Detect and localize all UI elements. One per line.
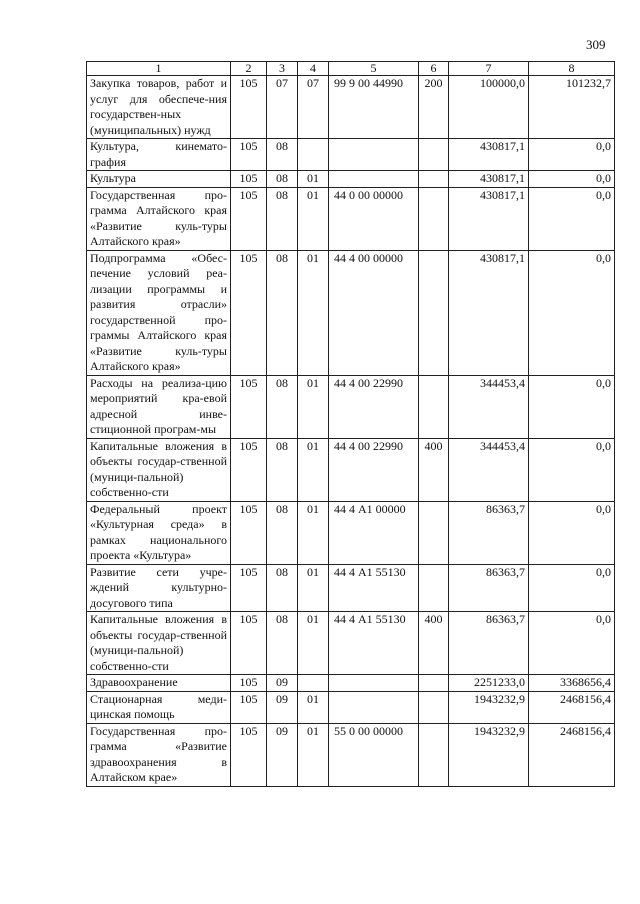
cell-col8: 2468156,4: [529, 723, 615, 786]
cell-col3: 08: [267, 139, 298, 171]
cell-col7: 86363,7: [449, 612, 529, 675]
page-number: 309: [586, 37, 606, 52]
row-name: Культура: [87, 171, 231, 188]
cell-col3: 08: [267, 250, 298, 375]
cell-col6: [419, 250, 449, 375]
cell-col2: 105: [231, 691, 267, 723]
cell-col3: 08: [267, 375, 298, 438]
cell-col4: [298, 675, 329, 692]
table-row: [87, 675, 615, 692]
cell-col5: 44 4 00 00000: [329, 250, 419, 375]
header-cell: 1: [87, 62, 231, 76]
row-name: Капитальные вложения в объекты государ-ственной (муници-пальной) собственно-сти: [87, 612, 231, 675]
table-row: [87, 691, 615, 723]
table-row: [87, 723, 615, 786]
header-cell: 2: [231, 62, 267, 76]
cell-col5: 55 0 00 00000: [329, 723, 419, 786]
row-name: Государственная про-грамма Алтайского края «Развитие куль-туры Алтайского края»: [87, 187, 231, 250]
cell-col8: 0,0: [529, 375, 615, 438]
cell-col4: 01: [298, 375, 329, 438]
cell-col3: 09: [267, 691, 298, 723]
cell-col8: 101232,7: [529, 76, 615, 139]
cell-col5: 44 0 00 00000: [329, 187, 419, 250]
cell-col4: 01: [298, 501, 329, 564]
header-cell: 4: [298, 62, 329, 76]
cell-col5: [329, 171, 419, 188]
header-row: [87, 62, 615, 76]
cell-col7: 344453,4: [449, 375, 529, 438]
table-row: [87, 171, 615, 188]
cell-col6: 400: [419, 612, 449, 675]
table-row: [87, 375, 615, 438]
cell-col7: 86363,7: [449, 501, 529, 564]
cell-col6: [419, 675, 449, 692]
table-row: [87, 438, 615, 501]
cell-col7: 430817,1: [449, 171, 529, 188]
cell-col6: [419, 139, 449, 171]
cell-col8: 0,0: [529, 171, 615, 188]
cell-col7: 86363,7: [449, 564, 529, 612]
table-row: [87, 187, 615, 250]
row-name: Подпрограмма «Обес-печение условий реа-лизации программы и развития отрасли» государственной про-граммы Алтайского края «Развитие куль-туры Алтайского края»: [87, 250, 231, 375]
cell-col2: 105: [231, 250, 267, 375]
cell-col2: 105: [231, 187, 267, 250]
cell-col5: [329, 675, 419, 692]
row-name: Закупка товаров, работ и услуг для обеспече-ния государствен-ных (муниципальных) нужд: [87, 76, 231, 139]
cell-col5: 44 4 А1 55130: [329, 564, 419, 612]
cell-col3: 08: [267, 187, 298, 250]
cell-col8: 0,0: [529, 250, 615, 375]
cell-col8: 3368656,4: [529, 675, 615, 692]
cell-col6: [419, 375, 449, 438]
cell-col8: 0,0: [529, 564, 615, 612]
cell-col2: 105: [231, 612, 267, 675]
cell-col3: 08: [267, 171, 298, 188]
cell-col6: [419, 171, 449, 188]
cell-col8: 0,0: [529, 139, 615, 171]
cell-col8: 0,0: [529, 187, 615, 250]
cell-col3: 09: [267, 723, 298, 786]
table-row: [87, 250, 615, 375]
table-row: [87, 76, 615, 139]
header-cell: 5: [329, 62, 419, 76]
cell-col7: 100000,0: [449, 76, 529, 139]
cell-col2: 105: [231, 501, 267, 564]
cell-col7: 1943232,9: [449, 723, 529, 786]
cell-col4: 01: [298, 438, 329, 501]
row-name: Государственная про-грамма «Развитие здравоохранения в Алтайском крае»: [87, 723, 231, 786]
cell-col8: 0,0: [529, 438, 615, 501]
row-name: Стационарная меди-цинская помощь: [87, 691, 231, 723]
table-row: [87, 612, 615, 675]
cell-col4: 01: [298, 250, 329, 375]
row-name: Здравоохранение: [87, 675, 231, 692]
cell-col5: 44 4 А1 55130: [329, 612, 419, 675]
header-cell: 3: [267, 62, 298, 76]
cell-col7: 430817,1: [449, 250, 529, 375]
cell-col5: [329, 139, 419, 171]
cell-col3: 08: [267, 564, 298, 612]
cell-col2: 105: [231, 723, 267, 786]
cell-col2: 105: [231, 171, 267, 188]
cell-col7: 1943232,9: [449, 691, 529, 723]
cell-col6: [419, 187, 449, 250]
cell-col4: 01: [298, 187, 329, 250]
cell-col4: 01: [298, 691, 329, 723]
cell-col8: 0,0: [529, 501, 615, 564]
cell-col4: 01: [298, 171, 329, 188]
cell-col4: [298, 139, 329, 171]
cell-col7: 430817,1: [449, 139, 529, 171]
cell-col6: 200: [419, 76, 449, 139]
cell-col7: 2251233,0: [449, 675, 529, 692]
cell-col2: 105: [231, 438, 267, 501]
cell-col5: 44 4 А1 00000: [329, 501, 419, 564]
cell-col2: 105: [231, 139, 267, 171]
header-cell: 6: [419, 62, 449, 76]
cell-col2: 105: [231, 375, 267, 438]
cell-col4: 01: [298, 723, 329, 786]
cell-col6: [419, 501, 449, 564]
cell-col5: 99 9 00 44990: [329, 76, 419, 139]
table-row: [87, 139, 615, 171]
cell-col3: 07: [267, 76, 298, 139]
cell-col7: 344453,4: [449, 438, 529, 501]
cell-col4: 07: [298, 76, 329, 139]
cell-col4: 01: [298, 612, 329, 675]
cell-col5: 44 4 00 22990: [329, 438, 419, 501]
cell-col8: 0,0: [529, 612, 615, 675]
row-name: Культура, кинемато-графия: [87, 139, 231, 171]
row-name: Расходы на реализа-цию мероприятий кра-евой адресной инве-стиционной програм-мы: [87, 375, 231, 438]
cell-col6: [419, 723, 449, 786]
cell-col3: 09: [267, 675, 298, 692]
cell-col5: [329, 691, 419, 723]
cell-col4: 01: [298, 564, 329, 612]
cell-col3: 08: [267, 612, 298, 675]
cell-col2: 105: [231, 76, 267, 139]
row-name: Капитальные вложения в объекты государ-ственной (муници-пальной) собственно-сти: [87, 438, 231, 501]
table-row: [87, 501, 615, 564]
cell-col6: [419, 691, 449, 723]
cell-col5: 44 4 00 22990: [329, 375, 419, 438]
row-name: Федеральный проект «Культурная среда» в рамках национального проекта «Культура»: [87, 501, 231, 564]
cell-col2: 105: [231, 564, 267, 612]
header-cell: 8: [529, 62, 615, 76]
cell-col7: 430817,1: [449, 187, 529, 250]
cell-col3: 08: [267, 501, 298, 564]
header-cell: 7: [449, 62, 529, 76]
cell-col6: [419, 564, 449, 612]
cell-col2: 105: [231, 675, 267, 692]
cell-col6: 400: [419, 438, 449, 501]
budget-table: [86, 61, 615, 787]
cell-col3: 08: [267, 438, 298, 501]
row-name: Развитие сети учре-ждений культурно-досугового типа: [87, 564, 231, 612]
cell-col8: 2468156,4: [529, 691, 615, 723]
table-row: [87, 564, 615, 612]
